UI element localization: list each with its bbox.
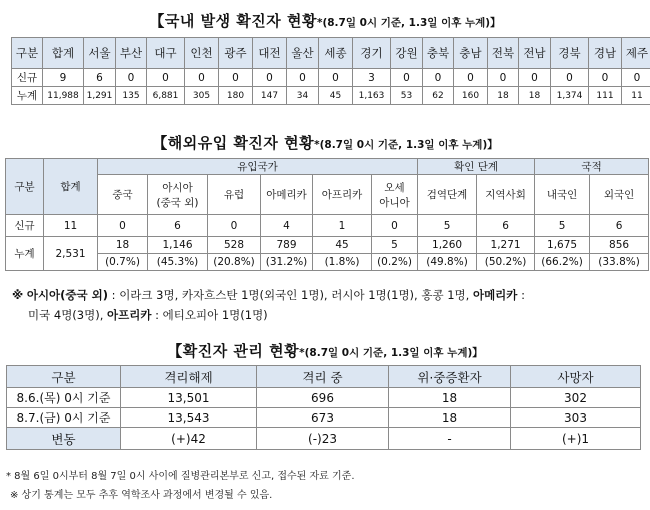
row-label: 신규 <box>6 215 44 237</box>
table-cell: 11,988 <box>43 87 84 105</box>
table-cell: 302 <box>511 388 641 408</box>
table-cell: 6,881 <box>147 87 185 105</box>
row-label: 누계 <box>12 87 43 105</box>
header-cell: 구분 <box>6 159 44 215</box>
table-cell: 18 <box>98 237 148 254</box>
header-cell: 충남 <box>454 38 488 69</box>
table-cell: 1,374 <box>551 87 589 105</box>
management-title: 【확진자 관리 현황*(8.7일 0시 기준, 1.3일 이후 누계)】 <box>167 342 483 360</box>
table-cell: 4 <box>261 215 313 237</box>
table-cell: 0 <box>116 69 147 87</box>
header-cell: 격리 중 <box>257 366 389 388</box>
management-header-row <box>7 366 641 388</box>
table-cell: 0 <box>488 69 519 87</box>
footnote: ※ 상기 통계는 모두 추후 역학조사 과정에서 변경될 수 있음. <box>10 490 273 501</box>
table-cell: 1,260 <box>418 237 477 254</box>
header-cell: 부산 <box>116 38 147 69</box>
overseas-title: 【해외유입 확진자 현황*(8.7일 0시 기준, 1.3일 이후 누계)】 <box>152 134 498 152</box>
table-cell: (20.8%) <box>208 254 261 271</box>
table-cell: 160 <box>454 87 488 105</box>
table-cell: 18 <box>389 388 511 408</box>
table-cell: 0 <box>372 215 418 237</box>
header-cell: 격리해제 <box>121 366 257 388</box>
header-cell: 광주 <box>219 38 253 69</box>
table-cell: 3 <box>353 69 391 87</box>
header-cell: 내국인 <box>535 175 590 215</box>
table-cell: 13,543 <box>121 408 257 428</box>
table-cell: 305 <box>185 87 219 105</box>
header-cell: 서울 <box>84 38 116 69</box>
table-cell: 0 <box>589 69 622 87</box>
table-cell: 696 <box>257 388 389 408</box>
table-cell: 0 <box>219 69 253 87</box>
table-cell: 0 <box>622 69 650 87</box>
header-cell: 세종 <box>319 38 353 69</box>
row-label: 누계 <box>6 237 44 271</box>
table-cell: 0 <box>185 69 219 87</box>
header-cell: 유입국가 <box>98 159 418 175</box>
table-cell: 0 <box>319 69 353 87</box>
row-label: 8.7.(금) 0시 기준 <box>7 408 121 428</box>
header-cell: 울산 <box>287 38 319 69</box>
table-cell: 0 <box>98 215 148 237</box>
header-cell: 전남 <box>519 38 551 69</box>
table-cell: 528 <box>208 237 261 254</box>
header-cell: 구분 <box>7 366 121 388</box>
table-cell: 789 <box>261 237 313 254</box>
header-cell: 경기 <box>353 38 391 69</box>
header-cell: 경남 <box>589 38 622 69</box>
table-cell: 9 <box>43 69 84 87</box>
table-cell: 0 <box>253 69 287 87</box>
overseas-cumulative-row <box>6 237 649 254</box>
header-cell: 대전 <box>253 38 287 69</box>
table-cell: 13,501 <box>121 388 257 408</box>
table-cell: (31.2%) <box>261 254 313 271</box>
table-cell: 5 <box>372 237 418 254</box>
header-cell: 확인 단계 <box>418 159 535 175</box>
header-cell: 아시아 (중국 외) <box>148 175 208 215</box>
table-cell: 0 <box>391 69 423 87</box>
table-cell: - <box>389 428 511 450</box>
table-cell: 0 <box>454 69 488 87</box>
header-cell: 구분 <box>12 38 43 69</box>
header-cell: 국적 <box>535 159 649 175</box>
table-cell: (45.3%) <box>148 254 208 271</box>
row-label: 8.6.(목) 0시 기준 <box>7 388 121 408</box>
table-cell: 11 <box>44 215 98 237</box>
overseas-subheader-row <box>6 175 649 215</box>
table-cell: 1,163 <box>353 87 391 105</box>
table-cell: (50.2%) <box>477 254 535 271</box>
overseas-new-row <box>6 215 649 237</box>
header-cell: 전북 <box>488 38 519 69</box>
table-cell: 673 <box>257 408 389 428</box>
table-cell: 180 <box>219 87 253 105</box>
header-cell: 중국 <box>98 175 148 215</box>
table-cell: 18 <box>519 87 551 105</box>
domestic-cumulative-row <box>12 87 650 105</box>
header-cell: 아프리카 <box>313 175 372 215</box>
header-cell: 오세 아니아 <box>372 175 418 215</box>
table-cell: (33.8%) <box>590 254 649 271</box>
table-cell: 303 <box>511 408 641 428</box>
table-cell: 147 <box>253 87 287 105</box>
table-cell: 1 <box>313 215 372 237</box>
table-cell: 6 <box>477 215 535 237</box>
header-cell: 유럽 <box>208 175 261 215</box>
table-cell: 6 <box>84 69 116 87</box>
header-cell: 강원 <box>391 38 423 69</box>
header-cell: 합계 <box>43 38 84 69</box>
table-cell: (+)1 <box>511 428 641 450</box>
management-row <box>7 408 641 428</box>
management-table <box>6 365 641 450</box>
table-cell: 1,675 <box>535 237 590 254</box>
header-cell: 아메리카 <box>261 175 313 215</box>
table-cell: 1,146 <box>148 237 208 254</box>
header-cell: 충북 <box>423 38 454 69</box>
table-cell: (+)42 <box>121 428 257 450</box>
row-label: 변동 <box>7 428 121 450</box>
table-cell: (66.2%) <box>535 254 590 271</box>
table-cell: 0 <box>287 69 319 87</box>
header-cell: 지역사회 <box>477 175 535 215</box>
header-cell: 인천 <box>185 38 219 69</box>
table-cell: 6 <box>148 215 208 237</box>
table-cell: 0 <box>551 69 589 87</box>
table-cell: 856 <box>590 237 649 254</box>
table-cell: 5 <box>535 215 590 237</box>
overseas-percent-row <box>6 254 649 271</box>
table-cell: 0 <box>208 215 261 237</box>
header-cell: 제주 <box>622 38 650 69</box>
overseas-cases-table <box>5 158 649 271</box>
header-cell: 합계 <box>44 159 98 215</box>
table-cell: 34 <box>287 87 319 105</box>
header-cell: 외국인 <box>590 175 649 215</box>
header-cell: 사망자 <box>511 366 641 388</box>
table-cell: 11 <box>622 87 650 105</box>
management-row <box>7 388 641 408</box>
table-cell: 45 <box>313 237 372 254</box>
header-cell: 경북 <box>551 38 589 69</box>
table-cell: 0 <box>147 69 185 87</box>
table-cell: (-)23 <box>257 428 389 450</box>
table-cell: 18 <box>389 408 511 428</box>
header-cell: 대구 <box>147 38 185 69</box>
header-cell: 위·중증환자 <box>389 366 511 388</box>
domestic-cases-table <box>11 37 650 105</box>
table-cell: 18 <box>488 87 519 105</box>
table-cell: 0 <box>423 69 454 87</box>
management-change-row <box>7 428 641 450</box>
overseas-note-line-1: ※ 아시아(중국 외) : 이라크 3명, 카자흐스탄 1명(외국인 1명), 러시아 1명(1명), 홍콩 1명, 아메리카 : <box>12 288 525 302</box>
domestic-new-row <box>12 69 650 87</box>
table-cell: 1,291 <box>84 87 116 105</box>
table-cell: 45 <box>319 87 353 105</box>
table-cell: 6 <box>590 215 649 237</box>
domestic-title: 【국내 발생 확진자 현황*(8.7일 0시 기준, 1.3일 이후 누계)】 <box>149 12 501 30</box>
table-cell: (0.2%) <box>372 254 418 271</box>
table-cell: (0.7%) <box>98 254 148 271</box>
table-cell: (49.8%) <box>418 254 477 271</box>
table-cell: 111 <box>589 87 622 105</box>
footnote: * 8월 6일 0시부터 8월 7일 0시 사이에 질병관리본부로 신고, 접수된 자료 기준. <box>6 471 355 482</box>
table-cell: 62 <box>423 87 454 105</box>
overseas-header-row <box>6 159 649 175</box>
table-cell: 5 <box>418 215 477 237</box>
table-cell: (1.8%) <box>313 254 372 271</box>
table-cell: 1,271 <box>477 237 535 254</box>
table-cell: 0 <box>519 69 551 87</box>
header-cell: 검역단계 <box>418 175 477 215</box>
table-cell: 135 <box>116 87 147 105</box>
overseas-note-line-2: 미국 4명(3명), 아프리카 : 에티오피아 1명(1명) <box>28 308 268 322</box>
table-cell: 53 <box>391 87 423 105</box>
table-cell: 2,531 <box>44 237 98 271</box>
domestic-header-row <box>12 38 650 69</box>
row-label: 신규 <box>12 69 43 87</box>
